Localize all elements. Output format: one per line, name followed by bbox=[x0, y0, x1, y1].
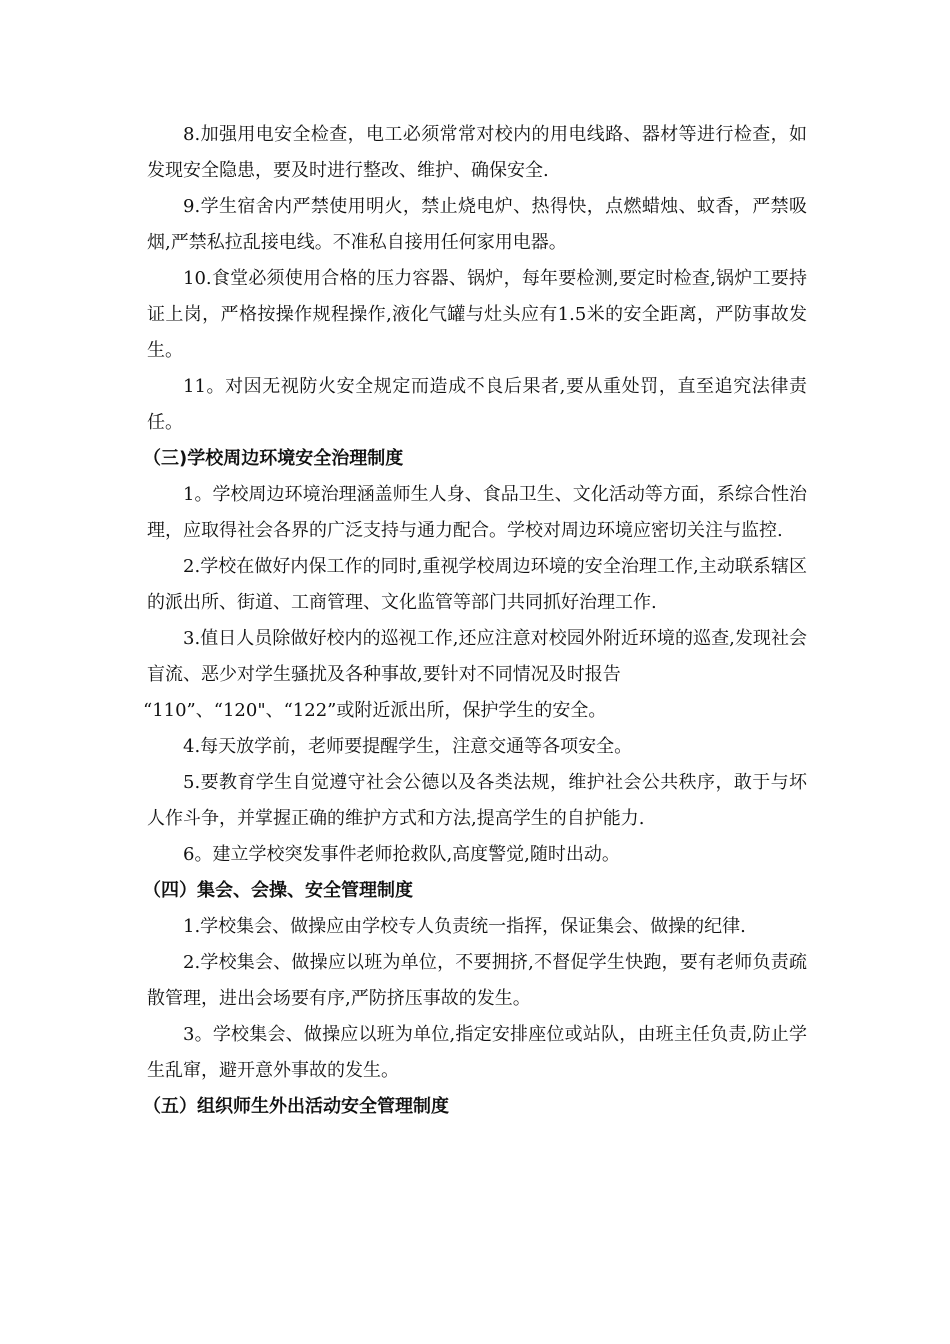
paragraph-10: 10.食堂必须使用合格的压力容器、锅炉，每年要检测,要定时检查,锅炉工要持证上岗，严格按操作规程操作,液化气罐与灶头应有1.5米的安全距离，严防事故发生。 bbox=[147, 268, 807, 361]
paragraph-3-3: 3.值日人员除做好校内的巡视工作,还应注意对校园外附近环境的巡查,发现社会盲流、恶少对学生骚扰及各种事故,要针对不同情况及时报告 bbox=[147, 628, 807, 685]
paragraph-8: 8.加强用电安全检查，电工必须常常对校内的用电线路、器材等进行检查，如发现安全隐患，要及时进行整改、维护、确保安全. bbox=[147, 124, 807, 181]
paragraph-3-3-continued: “110”、“120"、“122”或附近派出所，保护学生的安全。 bbox=[143, 700, 607, 721]
paragraph-11: 11。对因无视防火安全规定而造成不良后果者,要从重处罚，直至追究法律责任。 bbox=[147, 376, 807, 433]
document-body bbox=[143, 117, 807, 1125]
section-heading-3: （三)学校周边环境安全治理制度 bbox=[143, 448, 404, 469]
paragraph-9: 9.学生宿舍内严禁使用明火，禁止烧电炉、热得快，点燃蜡烛、蚊香，严禁吸烟,严禁私拉乱接电线。不准私自接用任何家用电器。 bbox=[147, 196, 807, 253]
paragraph-4-3: 3。学校集会、做操应以班为单位,指定安排座位或站队，由班主任负责,防止学生乱窜，避开意外事故的发生。 bbox=[147, 1024, 807, 1081]
paragraph-3-6: 6。建立学校突发事件老师抢救队,高度警觉,随时出动。 bbox=[183, 844, 620, 865]
section-heading-5: （五）组织师生外出活动安全管理制度 bbox=[143, 1096, 449, 1117]
paragraph-3-4: 4.每天放学前，老师要提醒学生，注意交通等各项安全。 bbox=[183, 736, 633, 757]
section-heading-4: （四）集会、会操、安全管理制度 bbox=[143, 880, 413, 901]
paragraph-4-2: 2.学校集会、做操应以班为单位，不要拥挤,不督促学生快跑，要有老师负责疏散管理，进出会场要有序,严防挤压事故的发生。 bbox=[147, 952, 807, 1009]
paragraph-4-1: 1.学校集会、做操应由学校专人负责统一指挥，保证集会、做操的纪律. bbox=[183, 916, 746, 937]
paragraph-3-1: 1。学校周边环境治理涵盖师生人身、食品卫生、文化活动等方面，系综合性治理，应取得社会各界的广泛支持与通力配合。学校对周边环境应密切关注与监控. bbox=[147, 484, 807, 541]
paragraph-3-2: 2.学校在做好内保工作的同时,重视学校周边环境的安全治理工作,主动联系辖区的派出所、街道、工商管理、文化监管等部门共同抓好治理工作. bbox=[147, 556, 807, 613]
paragraph-3-5: 5.要教育学生自觉遵守社会公德以及各类法规，维护社会公共秩序，敢于与坏人作斗争，并掌握正确的维护方式和方法,提高学生的自护能力. bbox=[147, 772, 807, 829]
